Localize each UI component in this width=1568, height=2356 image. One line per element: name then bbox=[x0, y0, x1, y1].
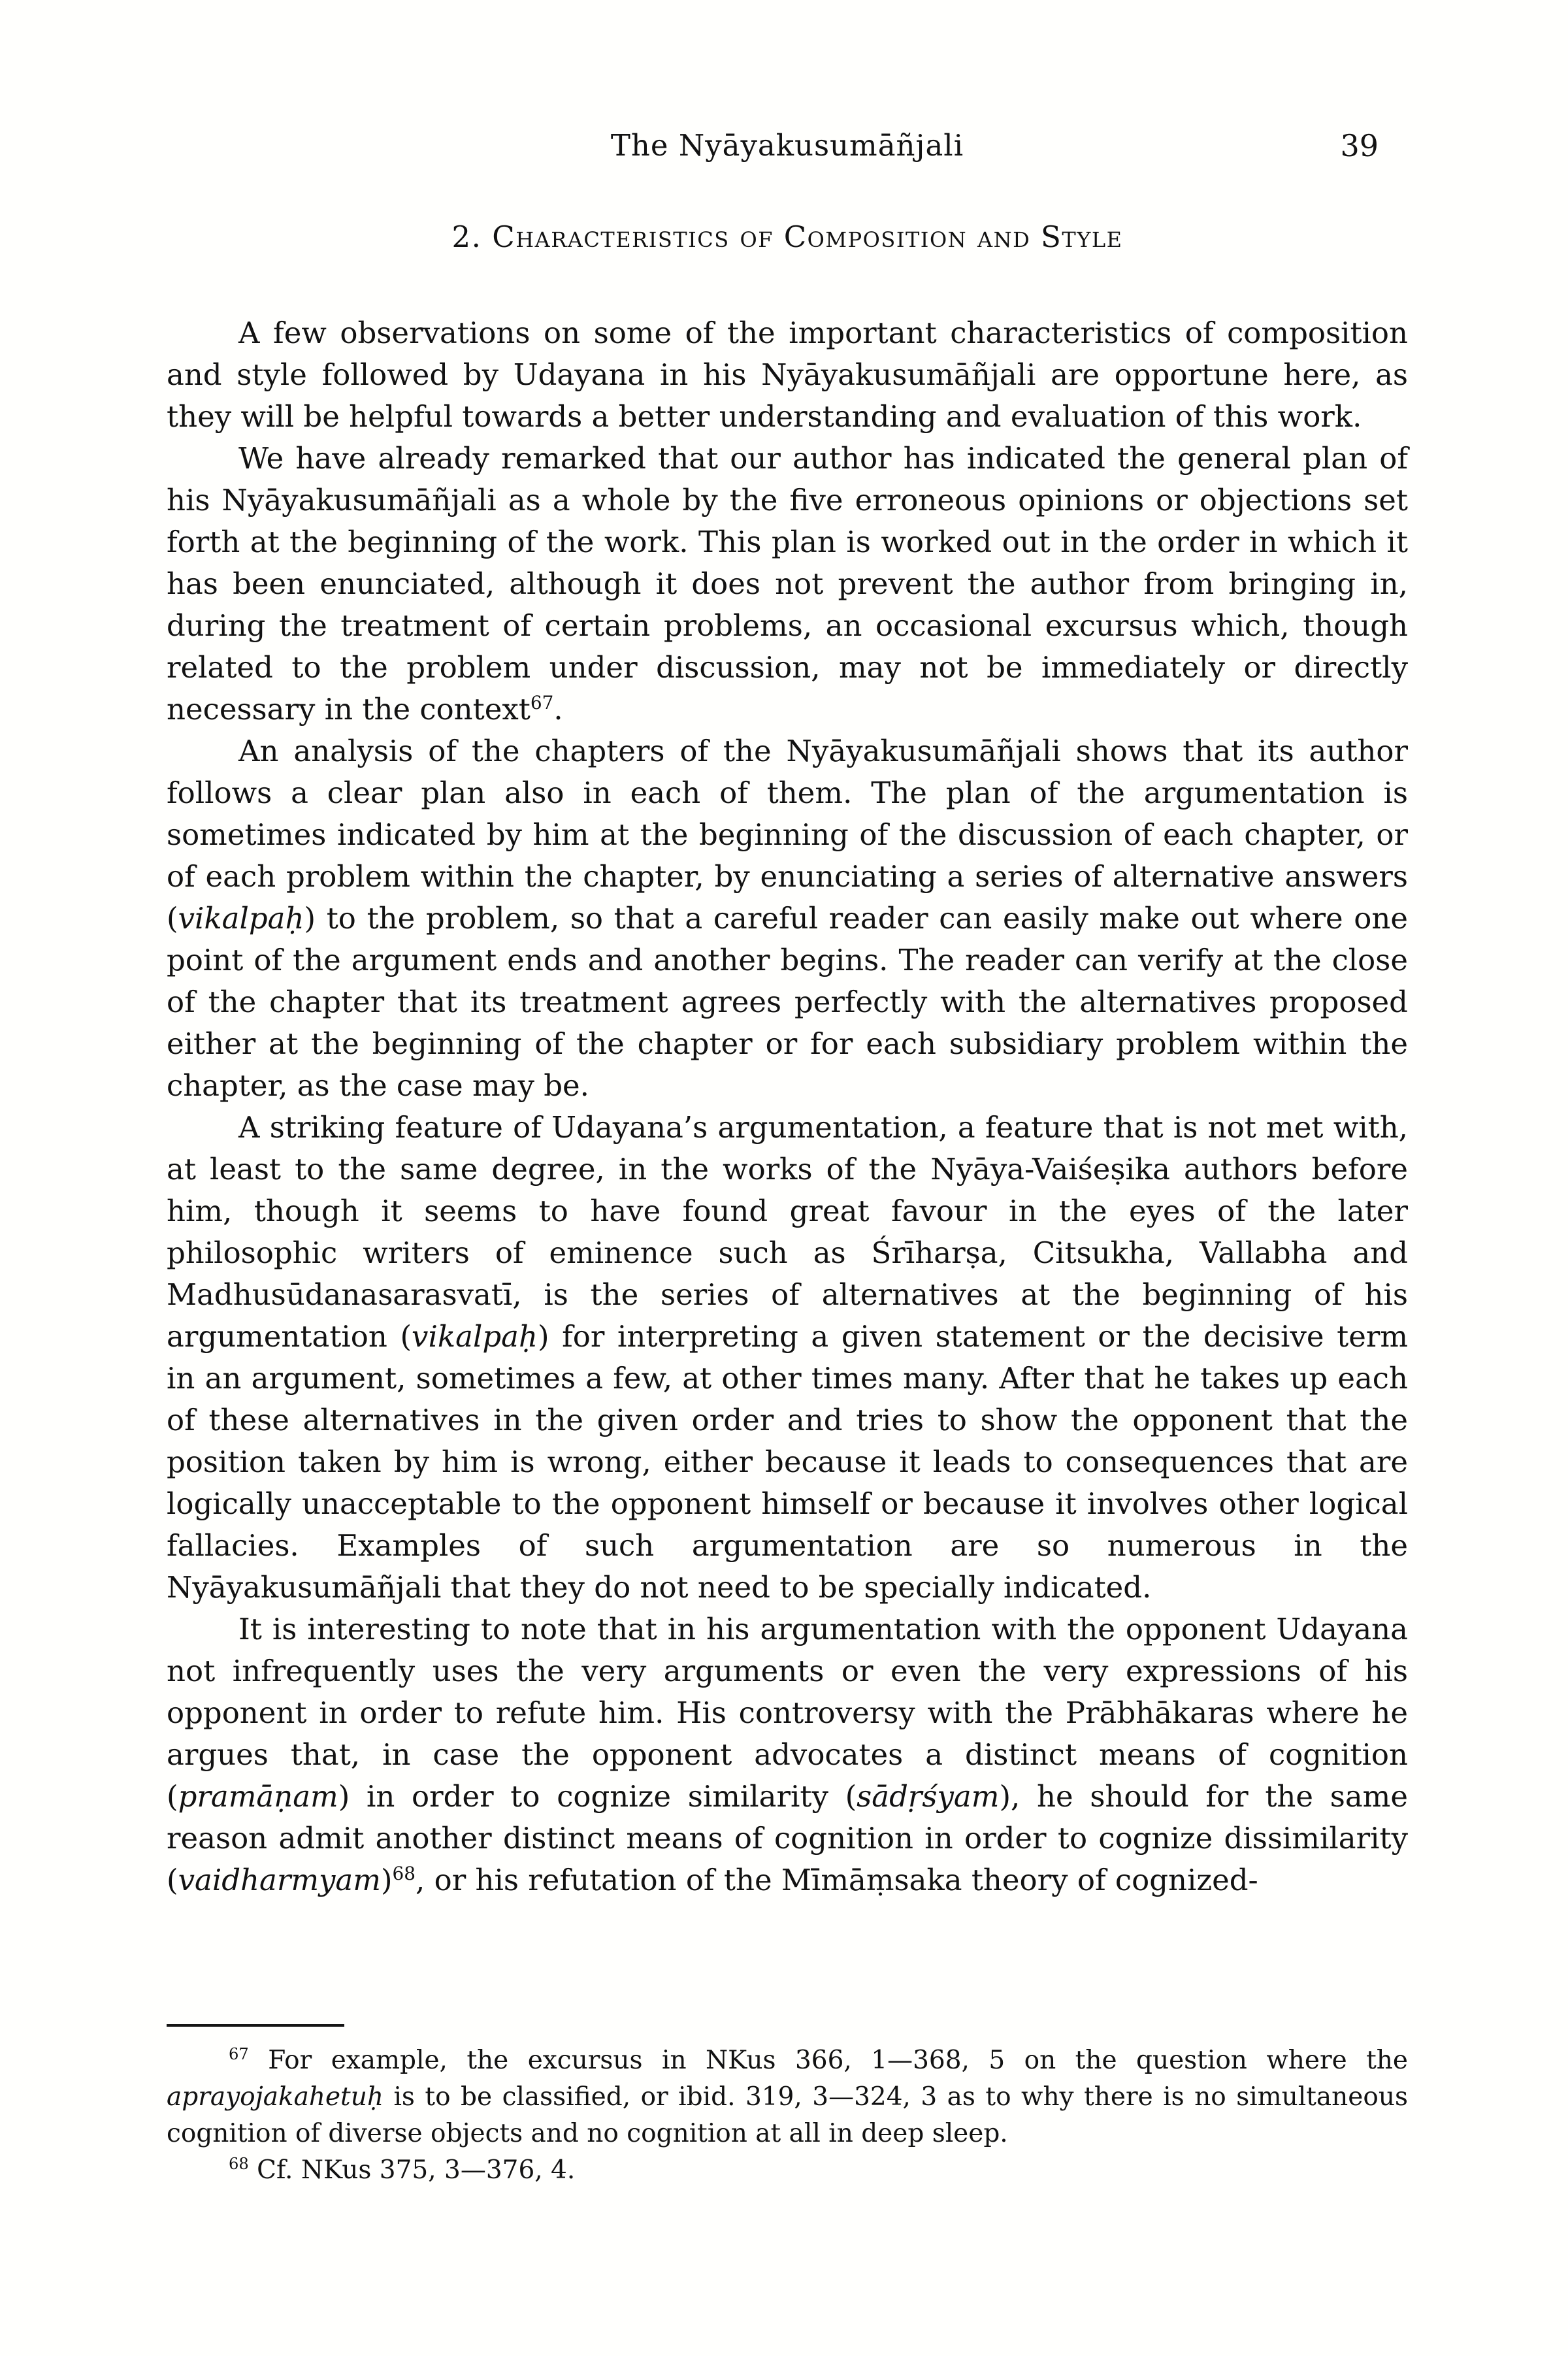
footnote-68: $^{68}$ Cf. NKus 375, 3—376, 4. bbox=[229, 2155, 576, 2185]
section-heading: 2. Characteristics of Composition and Style bbox=[451, 220, 1123, 254]
footnote-67: $^{67}$ For example, the excursus in NKus 366, 1—368, 5 on the question where the aprayojakahetuḥ is to be classified, or ibid. 319, 3—324, 3 as to why there is no simultaneous cognition of diverse objects and no cognition at all in deep sleep. bbox=[167, 2045, 1408, 2148]
body-text bbox=[167, 312, 1408, 1901]
body-paragraph-4: A striking feature of Udayana’s argumentation, a feature that is not met with, at least to the same degree, in the works of the Nyāya-Vaiśeṣika authors before him, though it seems to have found great favour in the eyes of the later philosophic writers of eminence such as Śrīharṣa, Citsukha, Vallabha and Madhusūdanasarasvatī, is the series of alternatives at the beginning of his argumentation (vikalpaḥ) for interpreting a given statement or the decisive term in an argument, sometimes a few, at other times many. After that he takes up each of these alternatives in the given order and tries to show the opponent that the position taken by him is wrong, either because it leads to consequences that are logically unacceptable to the opponent himself or because it involves other logical fallacies. Examples of such argumentation are so numerous in the Nyāyakusumāñjali that they do not need to be specially indicated. bbox=[167, 1110, 1409, 1605]
body-paragraph-3: An analysis of the chapters of the Nyāyakusumāñjali shows that its author follows a clear plan also in each of them. The plan of the argumentation is sometimes indicated by him at the beginning of the discussion of each chapter, or of each problem within the chapter, by enunciating a series of alternative answers (vikalpaḥ) to the problem, so that a careful reader can easily make out where one point of the argument ends and another begins. The reader can verify at the close of the chapter that its treatment agrees perfectly with the alternatives proposed either at the beginning of the chapter or for each subsidiary problem within the chapter, as the case may be. bbox=[167, 734, 1408, 1103]
body-paragraph-2: We have already remarked that our author has indicated the general plan of his Nyāyakusumāñjali as a whole by the five erroneous opinions or objections set forth at the beginning of the work. This plan is worked out in the order in which it has been enunciated, although it does not prevent the author from bringing in, during the treatment of certain problems, an occasional excursus which, though related to the problem under discussion, may not be immediately or directly necessary in the context$^{67}$. bbox=[167, 441, 1408, 727]
page-number: 39 bbox=[1340, 128, 1379, 163]
footnotes bbox=[167, 2042, 1408, 2189]
body-paragraph-5: It is interesting to note that in his argumentation with the opponent Udayana not infrequently uses the very arguments or even the very expressions of his opponent in order to refute him. His controversy with the Prābhākaras where he argues that, in case the opponent advocates a distinct means of cognition (pramāṇam) in order to cognize similarity (sādṛśyam), he should for the same reason admit another distinct means of cognition in order to cognize dissimilarity (vaidharmyam)$^{68}$, or his refutation of the Mīmāṃsaka theory of cognized- bbox=[167, 1612, 1408, 1897]
footnote-separator-rule bbox=[167, 2024, 344, 2027]
body-paragraph-1: A few observations on some of the important characteristics of composition and style followed by Udayana in his Nyāyakusumāñjali are opportune here, as they will be helpful towards a better understanding and evaluation of this work. bbox=[167, 316, 1408, 434]
page-header-title: The Nyāyakusumāñjali bbox=[610, 128, 964, 163]
running-header bbox=[167, 128, 1408, 170]
